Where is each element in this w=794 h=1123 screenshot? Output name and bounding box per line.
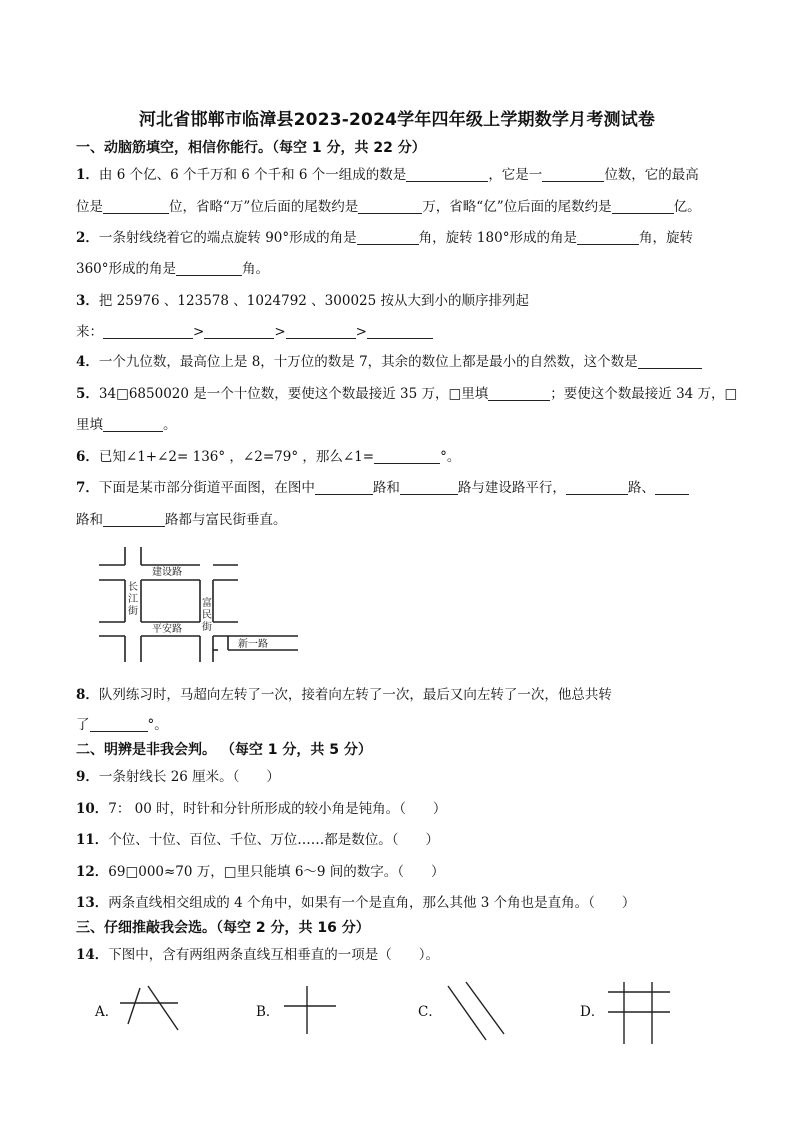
question-text: °。 bbox=[147, 717, 168, 733]
map-label-street2-char: 富 bbox=[202, 598, 212, 609]
option-a-figure bbox=[118, 980, 182, 1036]
answer-blank[interactable] bbox=[315, 480, 373, 495]
question-number: 5． bbox=[76, 386, 99, 402]
question-text: 把 25976 、123578 、1024792 、300025 按从大到小的顺序排列起 bbox=[98, 293, 530, 309]
question-text: 队列练习时，马超向左转了一次，接着向左转了一次，最后又向左转了一次，他总共转 bbox=[98, 687, 612, 703]
question-text: ，它是一 bbox=[488, 167, 543, 183]
question-number: 7． bbox=[76, 480, 99, 496]
question-text: 亿。 bbox=[673, 199, 701, 215]
question-12-line bbox=[76, 863, 445, 881]
answer-blank[interactable] bbox=[374, 449, 440, 464]
question-text: 路都与富民街垂直。 bbox=[165, 512, 287, 528]
option-d-figure bbox=[604, 980, 674, 1048]
question-number: 6． bbox=[76, 449, 99, 465]
question-text: 了 bbox=[76, 717, 90, 733]
question-text: 里填 bbox=[76, 417, 103, 433]
answer-blank[interactable] bbox=[406, 167, 488, 182]
question-text: 路和 bbox=[76, 512, 103, 528]
section-3-heading: 三、仔细推敲我会选。（每空 2 分，共 16 分） bbox=[76, 920, 370, 936]
answer-blank[interactable] bbox=[400, 480, 458, 495]
map-label-street2-char: 街 bbox=[202, 622, 212, 633]
answer-blank[interactable] bbox=[638, 354, 702, 369]
street-map bbox=[96, 544, 302, 664]
map-label-street1-char: 街 bbox=[128, 606, 138, 617]
section-2-heading: 二、明辨是非我会判。 （每空 1 分，共 5 分） bbox=[76, 742, 372, 758]
option-b-label: B． bbox=[256, 1004, 280, 1020]
question-text: 位，省略“万”位后面的尾数约是 bbox=[169, 199, 359, 215]
option-a-label: A． bbox=[95, 1004, 119, 1020]
answer-blank[interactable] bbox=[286, 324, 356, 339]
option-b-figure bbox=[280, 982, 340, 1038]
question-text: 一条射线绕着它的端点旋转 90°形成的角是 bbox=[98, 230, 357, 246]
question-2-line-1 bbox=[76, 229, 693, 247]
question-14-line bbox=[76, 946, 439, 964]
question-1-line-2 bbox=[76, 198, 701, 216]
question-text: 位是 bbox=[76, 199, 103, 215]
map-label-road3: 新一路 bbox=[238, 639, 268, 650]
question-number: 2． bbox=[76, 230, 99, 246]
map-label-street1-char: 江 bbox=[128, 594, 138, 605]
question-number: 1． bbox=[76, 167, 99, 183]
answer-blank[interactable] bbox=[357, 230, 419, 245]
question-text: 个位、十位、百位、千位、万位……都是数位。（ ） bbox=[108, 832, 440, 848]
answer-blank[interactable] bbox=[577, 230, 639, 245]
answer-blank[interactable] bbox=[204, 324, 274, 339]
question-text: 360°形成的角是 bbox=[76, 261, 177, 277]
question-text: 角。 bbox=[242, 261, 270, 277]
question-text: 来： bbox=[76, 324, 103, 340]
question-10-line bbox=[76, 800, 446, 818]
question-text: 两条直线相交组成的 4 个角中，如果有一个是直角，那么其他 3 个角也是直角。（ ） bbox=[108, 895, 636, 911]
map-label-road2: 平安路 bbox=[152, 624, 182, 635]
question-text: 69□000≈70 万，□里只能填 6～9 间的数字。（ ） bbox=[108, 864, 445, 880]
greater-than-sign: > bbox=[274, 324, 286, 340]
question-9-line bbox=[76, 768, 280, 786]
page-title: 河北省邯郸市临漳县2023-2024学年四年级上学期数学月考测试卷 bbox=[138, 110, 656, 130]
question-11-line bbox=[76, 831, 439, 849]
question-number: 14． bbox=[76, 947, 109, 963]
question-text: 下面是某市部分街道平面图，在图中 bbox=[98, 480, 315, 496]
section-1-heading: 一、动脑筋填空，相信你能行。（每空 1 分，共 22 分） bbox=[76, 140, 426, 156]
question-text: 角，旋转 180°形成的角是 bbox=[418, 230, 577, 246]
answer-blank[interactable] bbox=[488, 386, 550, 401]
question-2-line-2 bbox=[76, 260, 269, 278]
question-number: 4． bbox=[76, 354, 99, 370]
question-number: 3． bbox=[76, 293, 99, 309]
question-text: 已知∠1+∠2= 136° ，∠2=79° ，那么∠1= bbox=[98, 449, 375, 465]
greater-than-sign: > bbox=[193, 324, 205, 340]
question-7-line-1 bbox=[76, 479, 689, 497]
map-label-street2-char: 民 bbox=[202, 610, 212, 621]
answer-blank[interactable] bbox=[542, 167, 604, 182]
question-number: 12． bbox=[76, 864, 109, 880]
question-text: 。 bbox=[163, 417, 177, 433]
question-text: 下图中，含有两组两条直线互相垂直的一项是（ ）。 bbox=[108, 947, 440, 963]
answer-blank[interactable] bbox=[103, 324, 193, 339]
question-5-line-2 bbox=[76, 416, 177, 434]
question-text: 由 6 个亿、6 个千万和 6 个千和 6 个一组成的数是 bbox=[98, 167, 407, 183]
question-text: 一个九位数，最高位上是 8，十万位的数是 7，其余的数位上都是最小的自然数，这个数是 bbox=[98, 354, 638, 370]
answer-blank[interactable] bbox=[103, 512, 165, 527]
question-8-line-2 bbox=[76, 716, 168, 734]
question-number: 10． bbox=[76, 801, 109, 817]
question-text: 角，旋转 bbox=[638, 230, 693, 246]
question-text: 位数，它的最高 bbox=[604, 167, 699, 183]
answer-blank[interactable] bbox=[176, 261, 242, 276]
question-6-line bbox=[76, 448, 460, 466]
map-label-road1: 建设路 bbox=[152, 567, 182, 578]
question-1-line-1 bbox=[76, 166, 699, 184]
greater-than-sign: > bbox=[355, 324, 367, 340]
answer-blank[interactable] bbox=[566, 480, 628, 495]
question-5-line-1 bbox=[76, 385, 737, 403]
question-8-line-1 bbox=[76, 686, 612, 704]
question-7-line-2 bbox=[76, 511, 287, 529]
question-number: 9． bbox=[76, 769, 99, 785]
option-c-label: C． bbox=[418, 1004, 442, 1020]
answer-blank[interactable] bbox=[612, 199, 674, 214]
answer-blank[interactable] bbox=[103, 417, 163, 432]
question-3-line-2 bbox=[76, 323, 433, 341]
question-text: 一条射线长 26 厘米。（ ） bbox=[98, 769, 280, 785]
question-4-line bbox=[76, 353, 702, 371]
answer-blank[interactable] bbox=[358, 199, 422, 214]
option-d-label: D． bbox=[580, 1004, 605, 1020]
question-text: 34□6850020 是一个十位数，要使这个数最接近 35 万，□里填 bbox=[98, 386, 489, 402]
question-text: 路、 bbox=[627, 480, 655, 496]
answer-blank[interactable] bbox=[103, 199, 169, 214]
answer-blank[interactable] bbox=[90, 717, 148, 732]
question-number: 11． bbox=[76, 832, 109, 848]
question-number: 13． bbox=[76, 895, 109, 911]
map-label-street1-char: 长 bbox=[128, 582, 138, 593]
question-13-line bbox=[76, 894, 635, 912]
question-3-line-1 bbox=[76, 292, 529, 310]
question-text: 万，省略“亿”位后面的尾数约是 bbox=[422, 199, 612, 215]
option-c-figure bbox=[444, 978, 508, 1044]
question-text: 7： 00 时，时针和分针所形成的较小角是钝角。（ ） bbox=[108, 801, 447, 817]
question-text: 路与建设路平行， bbox=[457, 480, 566, 496]
question-text: 路和 bbox=[372, 480, 400, 496]
question-text: °。 bbox=[440, 449, 461, 465]
question-text: ；要使这个数最接近 34 万，□ bbox=[550, 386, 738, 402]
answer-blank[interactable] bbox=[367, 324, 433, 339]
question-number: 8． bbox=[76, 687, 99, 703]
answer-blank[interactable] bbox=[655, 480, 689, 495]
